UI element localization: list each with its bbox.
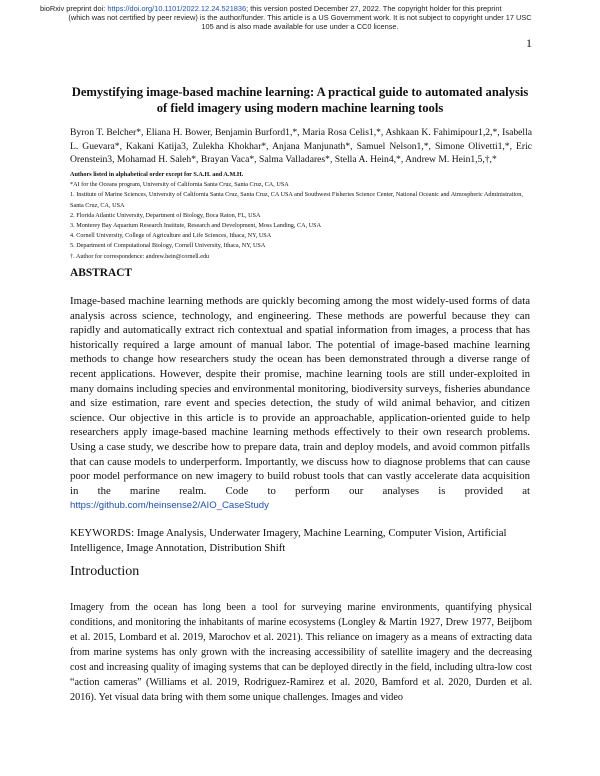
introduction-text: Imagery from the ocean has long been a tool for surveying marine environments, quantifying physical conditions, and monitoring the inhabitants of marine ecosystems (Longley & Martin 1927, Drew 1977, Beijbom et al. 2015, Lombard et al. 2019, Marochov et al. 2021). This reliance on imagery as a means of extracting data from marine systems has only grown with the increasing accessibility of satellite imagery and the decreasing cost and increasing quality of imaging systems that can be deployed directly in the field, including ultra-low cost “action cameras” (Williams et al. 2019, Rodriguez-Ramirez et al. 2020, Bamford et al. 2020, Durden et al. 2016). Yet visual data bring with them some unique challenges. Images and video <box>70 602 532 703</box>
doi-link[interactable]: https://doi.org/10.1101/2022.12.24.521836 <box>107 4 247 13</box>
code-repository-link[interactable]: https://github.com/heinsense2/AIO_CaseStudy <box>70 500 269 512</box>
affiliation-item: 1. Institute of Marine Sciences, University of California Santa Cruz, Santa Cruz, CA USA and Southwest Fisheries Science Center, National Oceanic and Atmospheric Administration, Santa Cruz, CA, USA <box>70 191 523 209</box>
author-order-note: Authors listed in alphabetical order except for S.A.H. and A.M.H. <box>70 171 244 178</box>
preprint-header <box>40 4 560 31</box>
page-number: 1 <box>526 36 532 50</box>
affiliation-item: 5. Department of Computational Biology, Cornell University, Ithaca, NY, USA <box>70 242 266 250</box>
affiliation-item: *AI for the Oceans program, University of California Santa Cruz, Santa Cruz, CA, USA <box>70 181 289 189</box>
abstract-text: Image-based machine learning methods are quickly becoming among the most widely-used forms of data analysis across science, technology, and engineering. These methods are powerful because they can rapidly and automatically extract rich contextual and spatial information from images, a process that has historically required a large amount of manual labor. The potential of image-based machine learning methods to change how researchers study the ocean has been demonstrated through a diverse range of recent applications. However, despite their promise, machine learning tools are still under-exploited in many domains including species and environmental monitoring, biodiversity surveys, fisheries abundance and size estimation, rare event and species detection, the study of wild animal behavior, and citizen science. Our objective in this article is to provide an approachable, application-oriented guide to help researchers apply image-based machine learning methods effectively to their own research problems. Using a case study, we describe how to prepare data, train and deploy models, and avoid common pitfalls that can cause models to underperform. Importantly, we discuss how to diagnose problems that can cause poor model performance on new imagery to build robust tools that can vastly accelerate data acquisition in the marine realm. Code to perform our analyses is provided at https://github.com/heinsense2/AIO_CaseStudy <box>70 295 530 512</box>
affiliations <box>70 170 532 262</box>
affiliation-item: 3. Monterey Bay Aquarium Research Institute, Research and Development, Moss Landing, CA, USA <box>70 222 322 230</box>
correspondence-note: †. Author for correspondence: andrew.hein@cornell.edu <box>70 252 210 260</box>
preprint-line-3: 105 and is also made available for use under a CC0 license. <box>201 22 399 31</box>
preprint-line-2: (which was not certified by peer review) is the author/funder. This article is a US Government work. It is not subject to copyright under 17 USC <box>68 13 532 22</box>
abstract-heading: ABSTRACT <box>70 267 133 279</box>
introduction-heading: Introduction <box>70 564 140 579</box>
paper-title: Demystifying image-based machine learning: A practical guide to automated analysis of field imagery using modern machine learning tools <box>71 85 529 115</box>
author-list: Byron T. Belcher*, Eliana H. Bower, Benjamin Burford1,*, Maria Rosa Celis1,*, Ashkaan K. Fahimipour1,2,*, Isabella L. Guevara*, Kakani Katija3, Zulekha Khokhar*, Anjana Manjunath*, Samuel Nelson1,*, Simone Olivetti1,*, Eric Orenstein3, Mohamad H. Saleh*, Brayan Vaca*, Salma Valladares*, Stella A. Hein4,*, Andrew M. Hein1,5,†,* <box>70 127 532 166</box>
preprint-line-1: bioRxiv preprint doi: https://doi.org/10.1101/2022.12.24.521836; this version posted December 27, 2022. The copyright holder for this preprint <box>40 4 502 13</box>
affiliation-item: 4. Cornell University, College of Agriculture and Life Sciences, Ithaca, NY, USA <box>70 232 272 240</box>
affiliation-item: 2. Florida Atlantic University, Department of Biology, Boca Raton, FL, USA <box>70 211 261 219</box>
keywords: KEYWORDS: Image Analysis, Underwater Imagery, Machine Learning, Computer Vision, Artificial Intelligence, Image Annotation, Distribution Shift <box>70 527 507 554</box>
